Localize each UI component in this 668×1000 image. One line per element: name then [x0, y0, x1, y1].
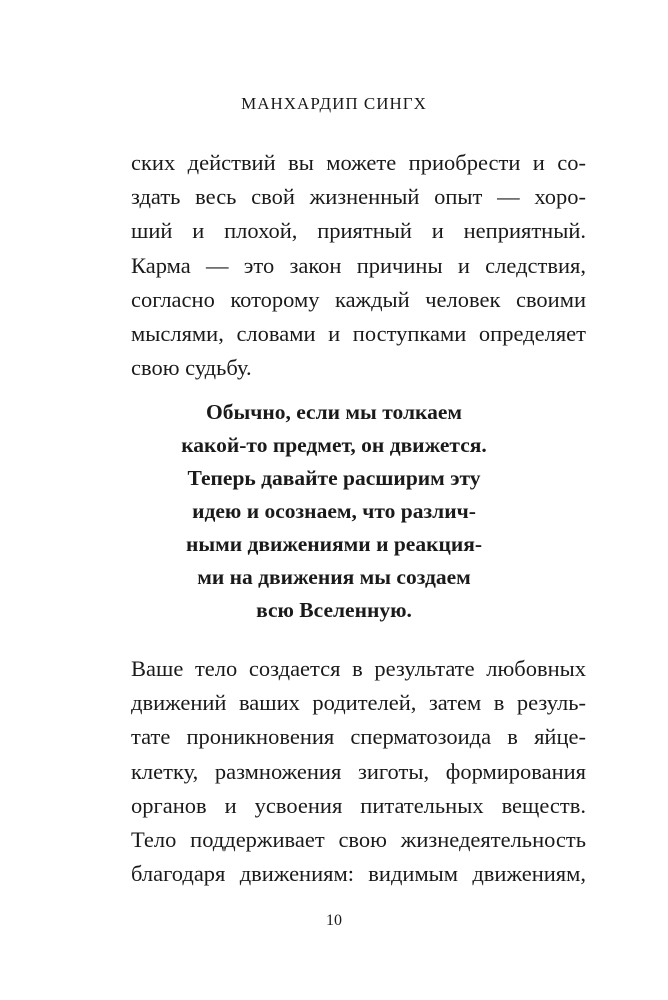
text-line: движений ваших родителей, затем в резуль-: [131, 690, 586, 716]
page-number: 10: [326, 912, 342, 929]
text-line: благодаря движениям: видимым движениям,: [131, 861, 586, 887]
quote-line: Теперь давайте расширим эту: [187, 466, 481, 490]
text-line: согласно которому каждый человек своими: [131, 286, 586, 312]
text-line: органов и усвоения питательных веществ.: [131, 792, 586, 818]
text-line: ший и плохой, приятный и неприятный.: [131, 218, 586, 244]
quote-line: какой-то предмет, он движется.: [181, 433, 487, 457]
text-line: Тело поддерживает свою жизнедеятельность: [131, 826, 586, 852]
text-line: тате проникновения сперматозоида в яйце-: [131, 724, 586, 750]
quote-line: идею и осознаем, что различ-: [192, 499, 476, 523]
text-line: мыслями, словами и поступками определяет: [131, 320, 586, 346]
running-head: МАНХАРДИП СИНГХ: [241, 94, 427, 113]
text-line: клетку, размножения зиготы, формирования: [131, 758, 586, 784]
quote-line: ми на движения мы создаем: [197, 565, 471, 589]
quote-line: ными движениями и реакция-: [185, 532, 483, 556]
quote-line: всю Вселенную.: [256, 598, 412, 622]
text-line: Карма — это закон причины и следствия,: [131, 252, 586, 278]
text-line: свою судьбу.: [131, 355, 252, 381]
body-paragraph-1: [131, 146, 586, 385]
text-line: здать весь свой жизненный опыт — хоро-: [131, 184, 586, 210]
text-line: Ваше тело создается в результате любовных: [131, 656, 586, 681]
text-line: ских действий вы можете приобрести и со-: [131, 150, 586, 175]
quote-line: Обычно, если мы толкаем: [205, 400, 463, 424]
pull-quote: [100, 396, 568, 627]
body-paragraph-2: [131, 652, 586, 891]
